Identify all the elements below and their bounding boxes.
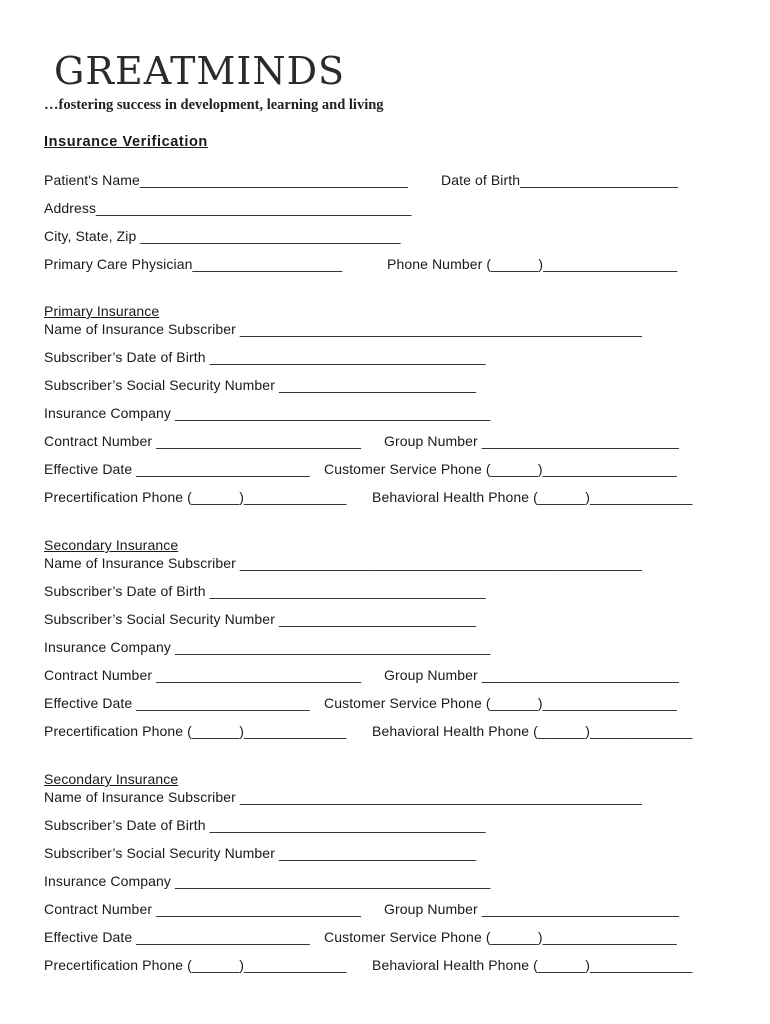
greatminds-logo: GREATMINDS bbox=[54, 49, 346, 93]
subscriber-dob-field[interactable]: Subscriber’s Date of Birth ___________________________________ bbox=[44, 817, 486, 833]
insurance-company-field[interactable]: Insurance Company ________________________________________ bbox=[44, 639, 491, 655]
precertification-phone-field[interactable]: Precertification Phone (______)_____________ bbox=[44, 957, 347, 973]
insurance-company-field[interactable]: Insurance Company ________________________________________ bbox=[44, 873, 491, 889]
patient-name-field[interactable]: Patient's Name__________________________________ bbox=[44, 172, 409, 188]
contract-number-field[interactable]: Contract Number __________________________ bbox=[44, 901, 362, 917]
subscriber-name-field[interactable]: Name of Insurance Subscriber ___________________________________________________ bbox=[44, 321, 643, 337]
subscriber-ssn-field[interactable]: Subscriber’s Social Security Number _________________________ bbox=[44, 845, 477, 861]
subscriber-name-field[interactable]: Name of Insurance Subscriber ___________________________________________________ bbox=[44, 789, 643, 805]
insurance-company-field[interactable]: Insurance Company ________________________________________ bbox=[44, 405, 491, 421]
subscriber-ssn-field[interactable]: Subscriber’s Social Security Number _________________________ bbox=[44, 377, 477, 393]
subscriber-dob-field[interactable]: Subscriber’s Date of Birth ___________________________________ bbox=[44, 583, 486, 599]
section-title: Secondary Insurance bbox=[44, 771, 179, 787]
subscriber-dob-field[interactable]: Subscriber’s Date of Birth ___________________________________ bbox=[44, 349, 486, 365]
date-of-birth-field[interactable]: Date of Birth____________________ bbox=[441, 172, 678, 188]
group-number-field[interactable]: Group Number _________________________ bbox=[384, 901, 679, 917]
contract-number-field[interactable]: Contract Number __________________________ bbox=[44, 667, 362, 683]
phone-number-field[interactable]: Phone Number (______)_________________ bbox=[387, 256, 678, 272]
city-state-zip-field[interactable]: City, State, Zip _________________________________ bbox=[44, 228, 401, 244]
precertification-phone-field[interactable]: Precertification Phone (______)_____________ bbox=[44, 489, 347, 505]
customer-service-phone-field[interactable]: Customer Service Phone (______)_________________ bbox=[324, 695, 677, 711]
section-title: Secondary Insurance bbox=[44, 537, 179, 553]
customer-service-phone-field[interactable]: Customer Service Phone (______)_________________ bbox=[324, 461, 677, 477]
subscriber-ssn-field[interactable]: Subscriber’s Social Security Number _________________________ bbox=[44, 611, 477, 627]
behavioral-health-phone-field[interactable]: Behavioral Health Phone (______)_____________ bbox=[372, 489, 693, 505]
group-number-field[interactable]: Group Number _________________________ bbox=[384, 433, 679, 449]
primary-care-physician-field[interactable]: Primary Care Physician___________________ bbox=[44, 256, 343, 272]
customer-service-phone-field[interactable]: Customer Service Phone (______)_________________ bbox=[324, 929, 677, 945]
subscriber-name-field[interactable]: Name of Insurance Subscriber ___________________________________________________ bbox=[44, 555, 643, 571]
effective-date-field[interactable]: Effective Date ______________________ bbox=[44, 695, 310, 711]
address-field[interactable]: Address________________________________________ bbox=[44, 200, 412, 216]
effective-date-field[interactable]: Effective Date ______________________ bbox=[44, 461, 310, 477]
behavioral-health-phone-field[interactable]: Behavioral Health Phone (______)_____________ bbox=[372, 957, 693, 973]
contract-number-field[interactable]: Contract Number __________________________ bbox=[44, 433, 362, 449]
behavioral-health-phone-field[interactable]: Behavioral Health Phone (______)_____________ bbox=[372, 723, 693, 739]
tagline: …fostering success in development, learning and living bbox=[44, 97, 384, 113]
section-title: Primary Insurance bbox=[44, 303, 160, 319]
group-number-field[interactable]: Group Number _________________________ bbox=[384, 667, 679, 683]
form-title: Insurance Verification bbox=[44, 134, 208, 150]
effective-date-field[interactable]: Effective Date ______________________ bbox=[44, 929, 310, 945]
precertification-phone-field[interactable]: Precertification Phone (______)_____________ bbox=[44, 723, 347, 739]
